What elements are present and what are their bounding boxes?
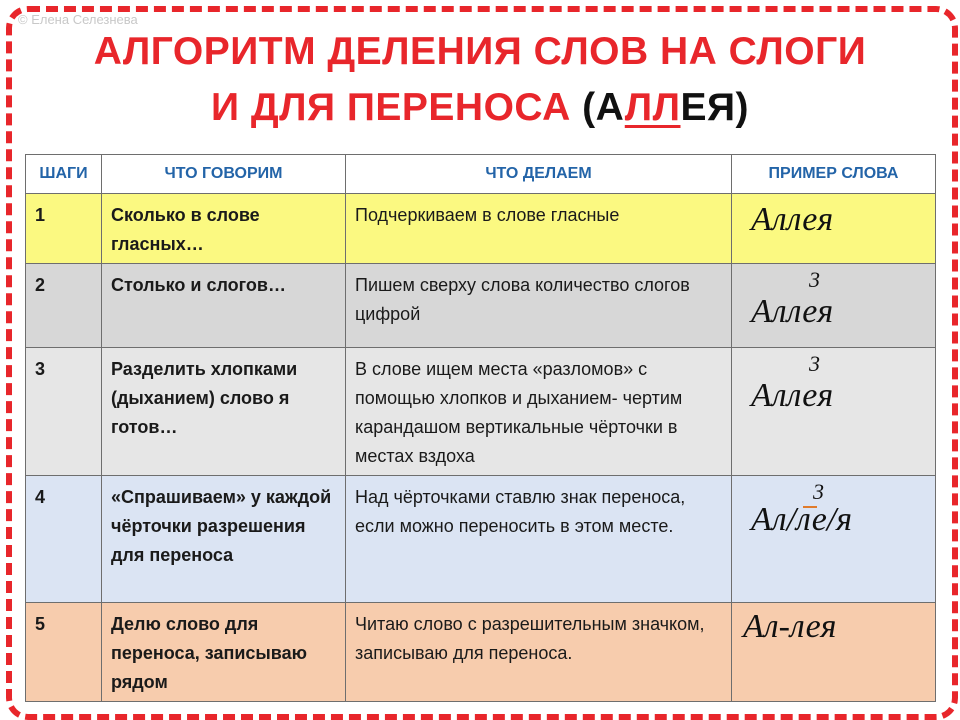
step-number: 2: [26, 264, 102, 348]
syllable-count: 3: [813, 479, 824, 504]
title-underlined-letters: ЛЛ: [624, 86, 681, 129]
syllable-count: 3: [809, 267, 820, 292]
example-cell: [732, 264, 936, 348]
header-example-word: ПРИМЕР СЛОВА: [732, 155, 936, 194]
table-header-row: [26, 155, 936, 194]
what-we-do-cell: Над чёрточками ставлю знак переноса, если можно переносить в этом месте.: [346, 476, 732, 603]
step-number: 4: [26, 476, 102, 603]
header-what-we-do: ЧТО ДЕЛАЕМ: [346, 155, 732, 194]
example-cell: [732, 194, 936, 264]
what-we-say-cell: Делю слово для переноса, записываю рядом: [102, 603, 346, 702]
what-we-say-cell: «Спрашиваем» у каждой чёрточки разрешения для переноса: [102, 476, 346, 603]
table-row: [26, 476, 936, 603]
example-word: Ал-лея: [743, 608, 837, 645]
algorithm-table: [25, 154, 936, 702]
header-steps: ШАГИ: [26, 155, 102, 194]
example-word: Аллея: [751, 201, 834, 238]
table-row: [26, 348, 936, 476]
title-line-2: [0, 86, 960, 130]
table-row: [26, 264, 936, 348]
step-number: 1: [26, 194, 102, 264]
watermark: © Елена Селезнева: [18, 12, 138, 27]
syllable-count: 3: [809, 351, 820, 376]
example-cell: [732, 603, 936, 702]
what-we-say-cell: Сколько в слове гласных…: [102, 194, 346, 264]
step-number: 5: [26, 603, 102, 702]
table-row: [26, 194, 936, 264]
header-what-we-say: ЧТО ГОВОРИМ: [102, 155, 346, 194]
what-we-do-cell: Читаю слово с разрешительным значком, записываю для переноса.: [346, 603, 732, 702]
example-word: Аллея: [751, 293, 834, 330]
example-cell: [732, 476, 936, 603]
table-row: [26, 603, 936, 702]
what-we-do-cell: В слове ищем места «разломов» с помощью хлопков и дыханием- чертим карандашом вертикальные чёрточки в местах вздоха: [346, 348, 732, 476]
what-we-say-cell: Разделить хлопками (дыханием) слово я готов…: [102, 348, 346, 476]
example-word: Ал/ле/я: [751, 501, 853, 538]
title-line-1: АЛГОРИТМ ДЕЛЕНИЯ СЛОВ НА СЛОГИ: [93, 30, 867, 73]
step-number: 3: [26, 348, 102, 476]
what-we-say-cell: Столько и слогов…: [102, 264, 346, 348]
what-we-do-cell: Пишем сверху слова количество слогов цифрой: [346, 264, 732, 348]
example-cell: [732, 348, 936, 476]
title-line-2-main: И ДЛЯ ПЕРЕНОСА: [210, 86, 571, 129]
title-example-word: (АЛЛЕЯ): [582, 86, 750, 129]
what-we-do-cell: Подчеркиваем в слове гласные: [346, 194, 732, 264]
example-word: Аллея: [751, 377, 834, 414]
